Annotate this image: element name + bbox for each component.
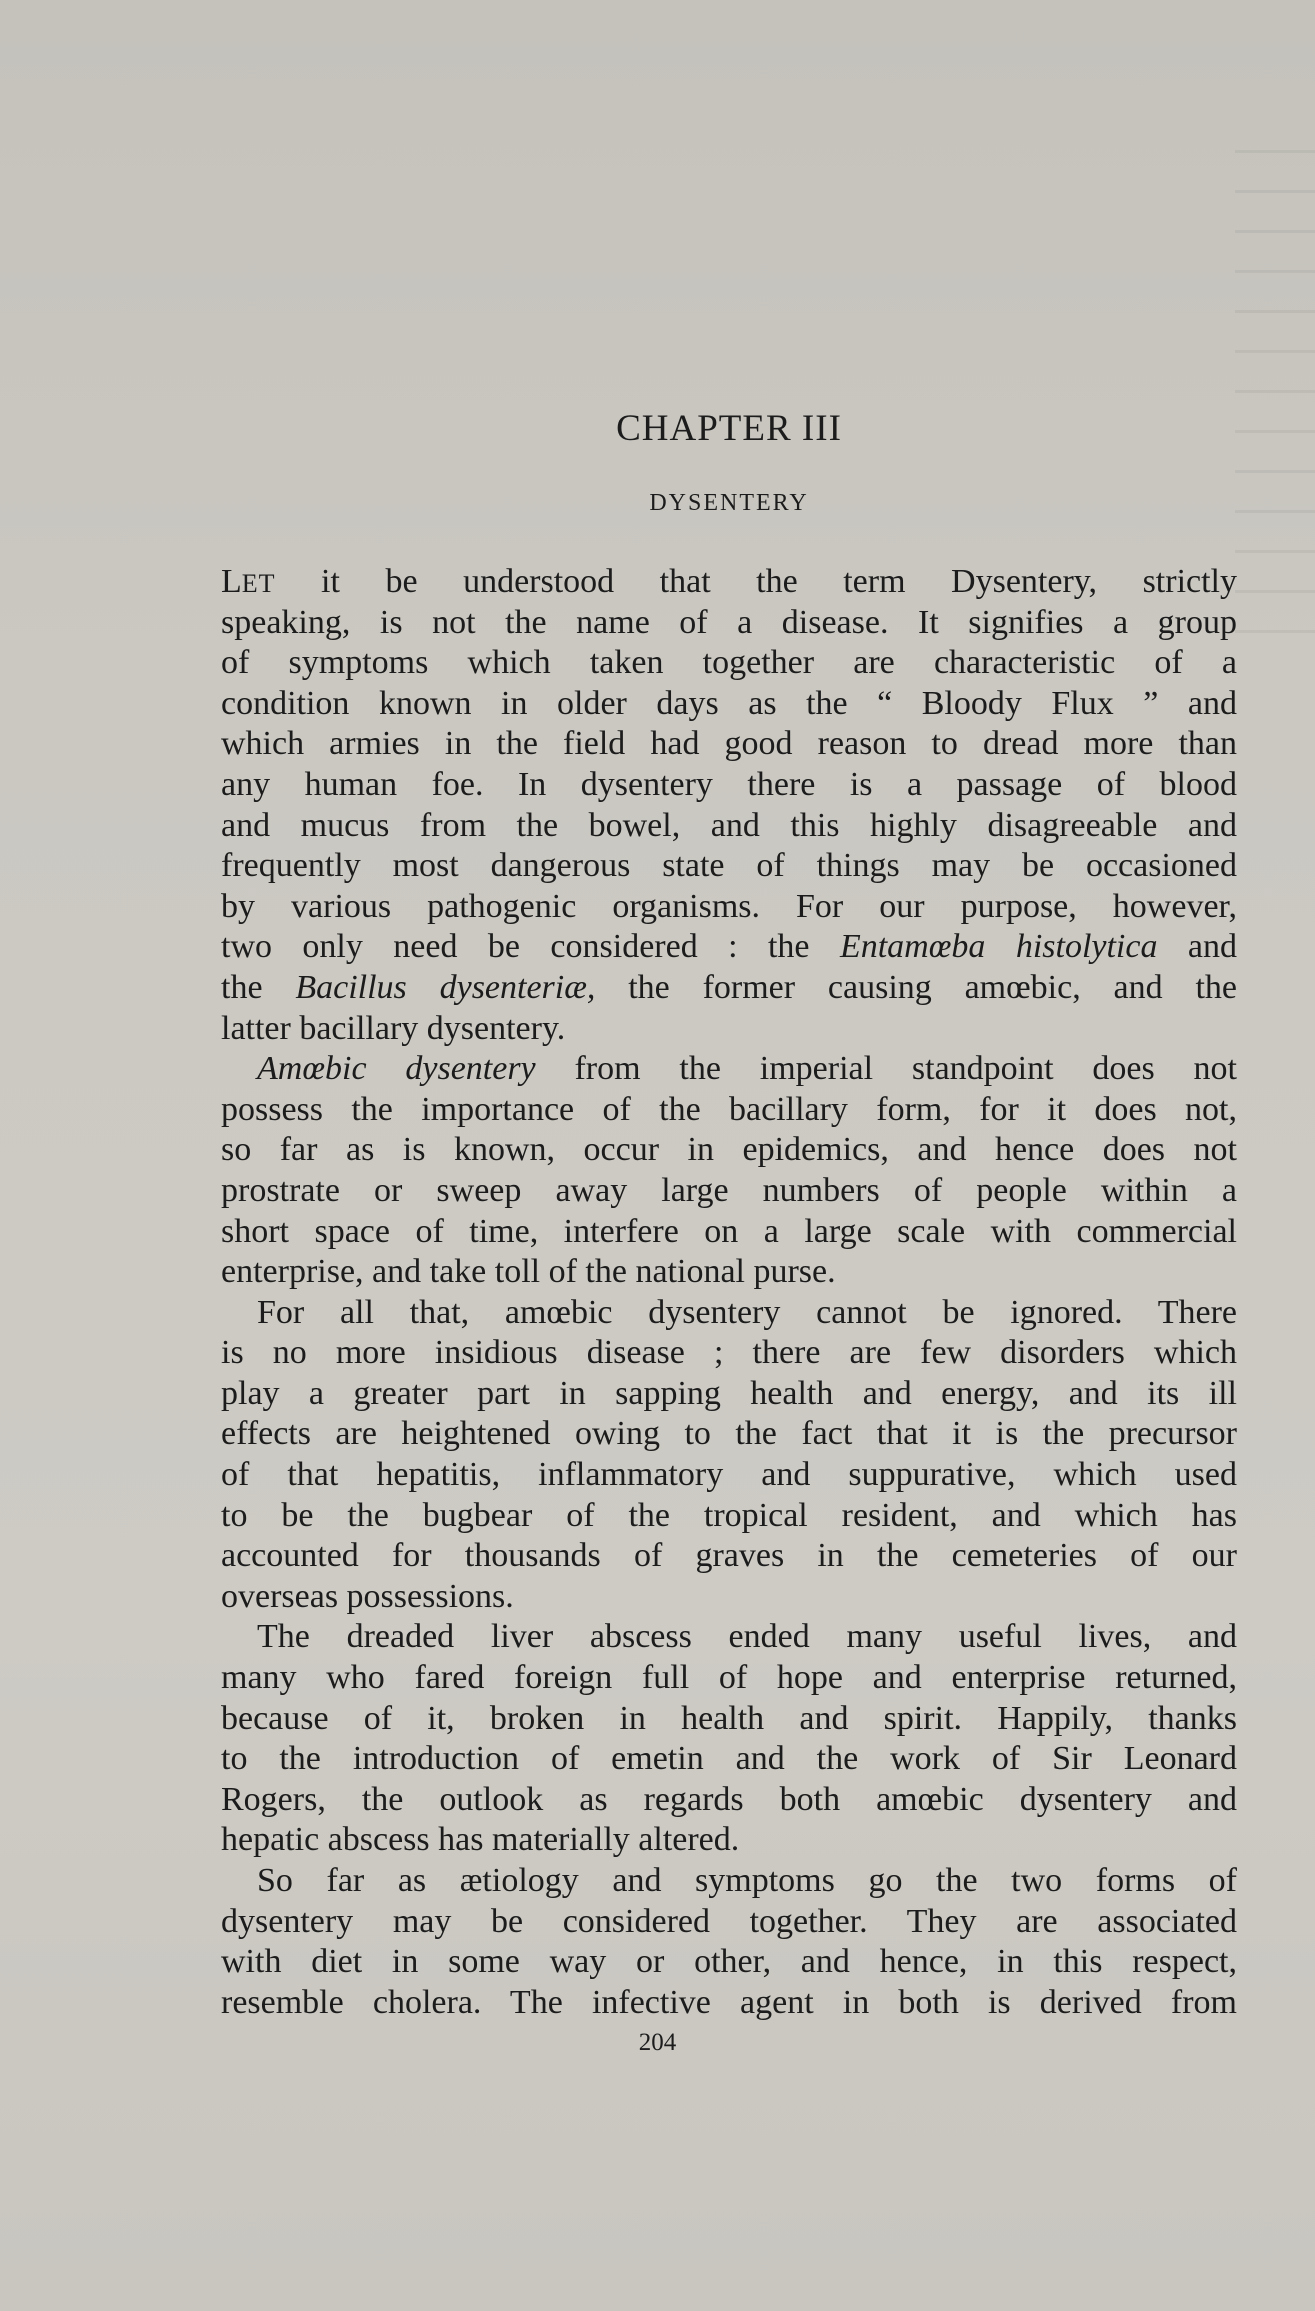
- show-through-shadow: [1235, 150, 1315, 650]
- text-line: two only need be considered : the Entamœba histolytica and: [221, 928, 1238, 966]
- text-line: many who fared foreign full of hope and enterprise returned,: [221, 1659, 1237, 1697]
- text-line: and mucus from the bowel, and this highly disagreeable and: [221, 806, 1237, 844]
- text-line: speaking, is not the name of a disease. It signifies a group: [221, 603, 1237, 641]
- text-line: condition known in older days as the “ Bloody Flux ” and: [221, 684, 1237, 722]
- text-line: prostrate or sweep away large numbers of people within a: [221, 1171, 1237, 1209]
- text-line: to the introduction of emetin and the work of Sir Leonard: [221, 1740, 1237, 1778]
- small-caps-rest: ET: [241, 569, 276, 598]
- paragraph-3: [221, 1293, 1237, 1618]
- text-line: The dreaded liver abscess ended many useful lives, and: [257, 1618, 1237, 1656]
- paragraph-2: [221, 1049, 1237, 1293]
- paragraph-1: [221, 562, 1237, 1049]
- text-line: effects are heightened owing to the fact that it is the precursor: [221, 1415, 1237, 1453]
- italic-term: Bacillus dysenteriæ,: [295, 968, 596, 1006]
- chapter-subtitle: DYSENTERY: [649, 490, 809, 516]
- text-line: short space of time, interfere on a large scale with commercial: [221, 1212, 1237, 1250]
- text-line: LET it be understood that the term Dysentery, strictly: [221, 563, 1237, 600]
- text-line: by various pathogenic organisms. For our purpose, however,: [221, 887, 1237, 925]
- text-line: Amœbic dysentery from the imperial standpoint does not: [257, 1050, 1237, 1088]
- text-line: frequently most dangerous state of things may be occasioned: [221, 847, 1237, 885]
- text-line: to be the bugbear of the tropical resident, and which has: [221, 1496, 1237, 1534]
- small-caps-initial: L: [221, 563, 242, 600]
- text-line: with diet in some way or other, and hence, in this respect,: [221, 1943, 1237, 1981]
- text-line: overseas possessions.: [221, 1577, 514, 1615]
- italic-term: Entamœba histolytica: [839, 928, 1158, 966]
- text-line: enterprise, and take toll of the national purse.: [221, 1253, 836, 1291]
- body-text: [221, 562, 1237, 2023]
- paragraph-4: [221, 1617, 1237, 1861]
- chapter-title: CHAPTER III: [616, 408, 842, 449]
- text-line: Rogers, the outlook as regards both amœbic dysentery and: [221, 1780, 1237, 1818]
- text-line: accounted for thousands of graves in the cemeteries of our: [221, 1537, 1237, 1575]
- text-line: which armies in the field had good reason to dread more than: [221, 725, 1237, 763]
- text-line: is no more insidious disease ; there are few disorders which: [221, 1334, 1237, 1372]
- text-line: latter bacillary dysentery.: [221, 1009, 566, 1047]
- text-line: resemble cholera. The infective agent in both is derived from: [221, 1983, 1237, 2021]
- text-line: the Bacillus dysenteriæ, the former causing amœbic, and the: [221, 968, 1237, 1006]
- paragraph-5: [221, 1861, 1237, 2023]
- text-line: play a greater part in sapping health and energy, and its ill: [221, 1374, 1237, 1412]
- text-line: so far as is known, occur in epidemics, and hence does not: [221, 1131, 1237, 1169]
- text-line: dysentery may be considered together. They are associated: [221, 1902, 1237, 1940]
- text-line: So far as ætiology and symptoms go the two forms of: [257, 1862, 1237, 1899]
- text-line: of that hepatitis, inflammatory and suppurative, which used: [221, 1456, 1237, 1494]
- italic-term: Amœbic dysentery: [257, 1050, 536, 1088]
- text-line: because of it, broken in health and spirit. Happily, thanks: [221, 1699, 1237, 1737]
- text-line: possess the importance of the bacillary form, for it does not,: [221, 1090, 1237, 1128]
- text-line: any human foe. In dysentery there is a passage of blood: [221, 765, 1237, 803]
- page-number: 204: [638, 2029, 677, 2056]
- text-line: For all that, amœbic dysentery cannot be ignored. There: [257, 1293, 1237, 1331]
- page-text: [221, 395, 1237, 2023]
- text-line: hepatic abscess has materially altered.: [221, 1821, 740, 1859]
- text-line: of symptoms which taken together are characteristic of a: [221, 644, 1237, 682]
